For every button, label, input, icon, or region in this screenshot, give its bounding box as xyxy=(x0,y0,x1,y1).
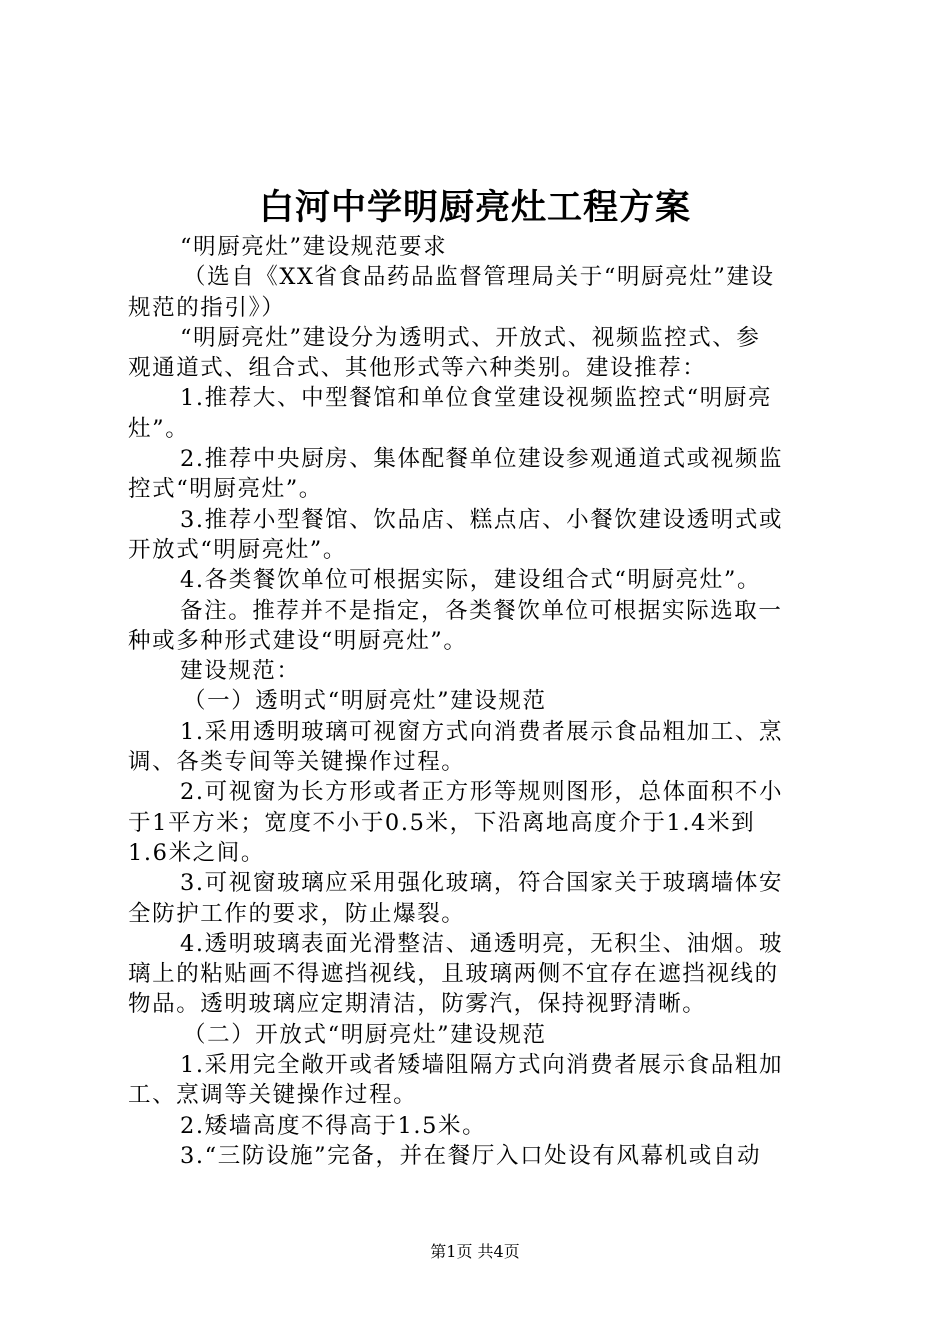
body-text-line: 3.推荐小型餐馆、饮品店、糕点店、小餐饮建设透明式或 xyxy=(180,506,784,533)
body-text-line: 开放式“明厨亮灶”。 xyxy=(128,536,348,563)
body-text-line: （二）开放式“明厨亮灶”建设规范 xyxy=(183,1021,547,1048)
body-text-line: 2.推荐中央厨房、集体配餐单位建设参观通道式或视频监 xyxy=(180,446,784,473)
body-text-line: （选自《XX省食品药品监督管理局关于“明厨亮灶”建设 xyxy=(183,264,775,291)
body-text-line: 控式“明厨亮灶”。 xyxy=(128,476,323,503)
document-body xyxy=(128,232,832,1171)
body-text-line: 2.可视窗为长方形或者正方形等规则图形，总体面积不小 xyxy=(180,779,784,806)
body-text-line: 3.“三防设施”完备，并在餐厅入口处设有风幕机或自动 xyxy=(180,1142,762,1169)
body-text-line: 1.采用完全敞开或者矮墙阻隔方式向消费者展示食品粗加 xyxy=(180,1052,784,1079)
body-text-line: 2.矮墙高度不得高于1.5米。 xyxy=(180,1112,487,1139)
body-text-line: 1.采用透明玻璃可视窗方式向消费者展示食品粗加工、烹 xyxy=(180,718,784,745)
page-footer: 第1页 共4页 xyxy=(430,1242,520,1261)
body-text-line: 建设规范： xyxy=(180,658,301,685)
body-text-line: 工、烹调等关键操作过程。 xyxy=(128,1082,418,1109)
body-text-line: 1.6米之间。 xyxy=(128,839,265,866)
body-text-line: 物品。透明玻璃应定期清洁，防雾汽，保持视野清晰。 xyxy=(128,991,707,1018)
body-text-line: 调、各类专间等关键操作过程。 xyxy=(128,749,466,776)
body-text-line: 于1平方米；宽度不小于0.5米，下沿离地高度介于1.4米到 xyxy=(128,809,756,836)
body-text-line: 观通道式、组合式、其他形式等六种类别。建设推荐： xyxy=(128,355,707,382)
body-text-line: 4.透明玻璃表面光滑整洁、通透明亮，无积尘、油烟。玻 xyxy=(180,930,784,957)
body-text-line: 1.推荐大、中型餐馆和单位食堂建设视频监控式“明厨亮 xyxy=(180,385,773,412)
body-text-line: “明厨亮灶”建设规范要求 xyxy=(180,234,448,260)
body-text-line: 种或多种形式建设“明厨亮灶”。 xyxy=(128,627,468,654)
body-text-line: （一）透明式“明厨亮灶”建设规范 xyxy=(183,688,547,715)
body-text-line: 规范的指引》） xyxy=(128,294,286,321)
body-text-line: 3.可视窗玻璃应采用强化玻璃，符合国家关于玻璃墙体安 xyxy=(180,870,784,897)
body-text-line: 备注。推荐并不是指定，各类餐饮单位可根据实际选取一 xyxy=(180,597,783,624)
body-text-line: 璃上的粘贴画不得遮挡视线，且玻璃两侧不宜存在遮挡视线的 xyxy=(128,961,779,988)
body-text-line: “明厨亮灶”建设分为透明式、开放式、视频监控式、参 xyxy=(180,324,761,351)
body-text-line: 灶”。 xyxy=(128,415,190,442)
body-text-line: 4.各类餐饮单位可根据实际，建设组合式“明厨亮灶”。 xyxy=(180,567,762,594)
document-title: 白河中学明厨亮灶工程方案 xyxy=(258,187,691,228)
body-text-line: 全防护工作的要求，防止爆裂。 xyxy=(128,900,466,927)
